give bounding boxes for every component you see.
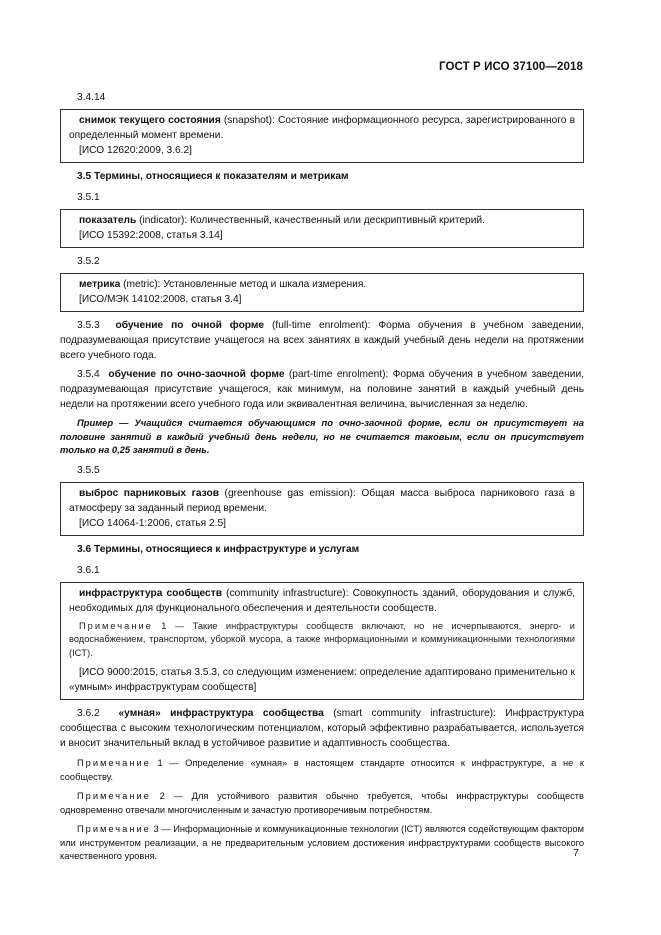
term-def-text: (greenhouse gas emission): Общая масса выброса парникового газа в атмосферу за заданный период времени. — [69, 487, 575, 514]
term-definition — [69, 486, 575, 516]
term-number: 3.5.2 — [77, 256, 100, 267]
term-source: [ИСО 14064-1:2006, статья 2.5] — [79, 517, 226, 529]
term-source: [ИСО 9000:2015, статья 3.5.3, со следующим изменением: определение адаптировано применительно к «умным» инфраструктурам сообществ] — [69, 667, 575, 693]
note-label: Примечание — [77, 791, 151, 801]
term-def-text: (part-time enrolment): Форма обучения в учебном заведении, подразумевающая присутствие учащегося, как минимум, на половине занятий в каждый учебный день недели на протяжении всего учебного года или эквивалентная величина, вычисленная за неделю. — [60, 369, 584, 410]
term-number: 3.5.1 — [77, 192, 100, 203]
term-def-text: (full-time enrolment): Форма обучения в учебном заведении, подразумевающая присутствие учащегося на всех занятиях в каждый учебный день недели на протяжении всего учебного года. — [60, 320, 584, 361]
document-header: ГОСТ Р ИСО 37100—2018 — [438, 61, 583, 73]
term-def-text: (indicator): Количественный, качественный или дескриптивный критерий. — [136, 215, 485, 226]
term-name: инфраструктура сообществ — [79, 587, 222, 599]
term-box-3-6-1 — [60, 582, 584, 701]
note-label: Примечание — [77, 824, 151, 834]
term-def-text: (community infrastructure): Совокупность зданий, оборудования и служб, необходимых для функционального обеспечения и деятельности сообществ. — [69, 587, 575, 614]
term-box-3-5-5 — [60, 482, 584, 536]
term-note — [69, 620, 575, 661]
term-number: 3.6.2 — [77, 708, 100, 719]
term-name: обучение по очно-заочной форме — [108, 369, 285, 380]
term-number: 3.5.5 — [77, 464, 100, 476]
term-def-text: (metric): Установленные метод и шкала измерения. — [120, 279, 367, 290]
example-text: Пример — Учащийся считается обучающимся по очно-заочной форме, если он присутствует на половине занятий в каждый учебный день недели, но не считается таковым, если он присутствует только на 0,25 занятий в день. — [60, 417, 584, 455]
note-1 — [60, 757, 584, 784]
term-number: 3.5.3 — [77, 320, 100, 331]
term-number: 3.6.1 — [77, 564, 100, 576]
note-3 — [60, 823, 584, 864]
term-name: снимок текущего состояния — [79, 115, 221, 126]
term-name: выброс парниковых газов — [79, 487, 219, 499]
term-number: 3.5.4 — [77, 369, 100, 380]
note-text: 1 — Такие инфраструктуры сообществ включают, но не исчерпываются, энерго- и водоснабжением, транспортом, уборкой мусора, а также информационными и коммуникационными технологиями (ICT). — [69, 620, 575, 658]
term-name: показатель — [79, 215, 137, 226]
note-label: Примечание — [77, 758, 151, 768]
term-source: [ИСО/МЭК 14102:2008, статья 3.4] — [79, 294, 242, 305]
note-2 — [60, 790, 584, 817]
page-number: 7 — [573, 847, 579, 859]
note-text: 2 — Для устойчивого развития обычно требуется, чтобы инфраструктуры сообществ одновременно отвечали многочисленным и зачастую противоречивым потребностям. — [60, 791, 584, 815]
term-name: обучение по очной форме — [115, 320, 265, 331]
term-paragraph-3-5-3 — [60, 318, 584, 363]
note-text: 1 — Определение «умная» в настоящем стандарте относится к инфраструктуре, а не к сообществу. — [60, 758, 584, 782]
term-box-3-5-1 — [60, 209, 584, 248]
term-source: [ИСО 15392:2008, статья 3.14] — [79, 230, 223, 241]
term-definition — [69, 586, 575, 616]
section-heading-3-5: 3.5 Термины, относящиеся к показателям и метрикам — [77, 171, 349, 182]
term-def-text: (smart community infrastructure): Инфраструктура сообщества с высоким технологическим потенциалом, который эффективно разрабатывается, используется и вносит значительный вклад в устойчивое развитие и адаптивность сообщества. — [60, 708, 584, 749]
note-text: 3 — Информационные и коммуникационные технологии (ICT) являются содействующим фактором или инструментом реализации, а не предварительным условием достижения инфраструктурами сообществ высокого качественного уровня. — [60, 824, 584, 861]
term-paragraph-3-5-4 — [60, 367, 584, 412]
term-paragraph-3-6-2 — [60, 706, 584, 751]
term-box-3-4-14 — [60, 109, 584, 163]
term-source: [ИСО 12620:2009, 3.6.2] — [79, 145, 193, 156]
term-box-3-5-2 — [60, 273, 584, 312]
term-name: «умная» инфраструктура сообщества — [118, 708, 324, 719]
page-content — [60, 90, 584, 864]
term-number: 3.4.14 — [77, 92, 106, 103]
note-label: Примечание — [79, 620, 153, 631]
section-heading-3-6: 3.6 Термины, относящиеся к инфраструктуре и услугам — [77, 543, 360, 555]
term-definition — [69, 113, 575, 143]
term-name: метрика — [79, 279, 121, 290]
term-definition — [69, 277, 575, 292]
term-definition — [69, 213, 575, 228]
term-def-text: (snapshot): Состояние информационного ресурса, зарегистрированного в определенный момент времени. — [69, 115, 575, 141]
